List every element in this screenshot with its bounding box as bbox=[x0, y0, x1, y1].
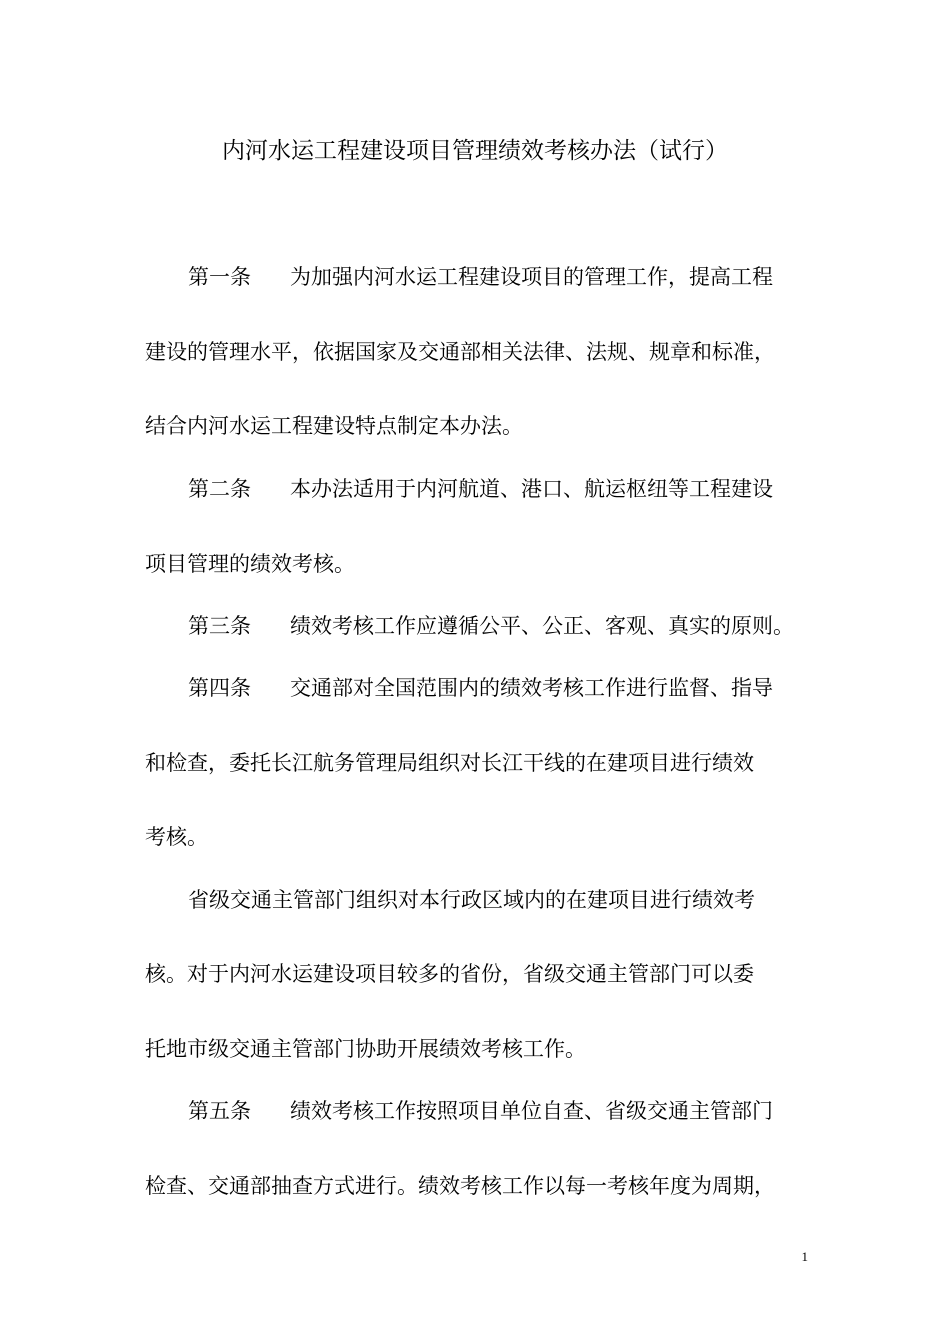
article-1-label: 第一条 bbox=[188, 265, 251, 289]
paragraph-text-line: 核。对于内河水运建设项目较多的省份，省级交通主管部门可以委 bbox=[145, 962, 754, 986]
article-3-text-line: 绩效考核工作应遵循公平、公正、客观、真实的原则。 bbox=[290, 614, 794, 638]
article-1-first-line bbox=[188, 262, 773, 292]
article-4-text-line: 交通部对全国范围内的绩效考核工作进行监督、指导 bbox=[290, 676, 773, 700]
paragraph-text-line: 托地市级交通主管部门协助开展绩效考核工作。 bbox=[145, 1037, 586, 1061]
article-4-text-line: 和检查，委托长江航务管理局组织对长江干线的在建项目进行绩效 bbox=[145, 751, 754, 775]
article-5-label: 第五条 bbox=[188, 1099, 251, 1123]
article-1-text-line: 为加强内河水运工程建设项目的管理工作，提高工程 bbox=[290, 265, 773, 289]
article-5-text-line: 绩效考核工作按照项目单位自查、省级交通主管部门 bbox=[290, 1099, 773, 1123]
article-3-label: 第三条 bbox=[188, 614, 251, 638]
article-4-text-line: 考核。 bbox=[145, 825, 208, 849]
article-3-first-line bbox=[188, 611, 794, 641]
article-2-text-line: 本办法适用于内河航道、港口、航运枢纽等工程建设 bbox=[290, 477, 773, 501]
document-title: 内河水运工程建设项目管理绩效考核办法（试行） bbox=[222, 138, 728, 164]
page-number: 1 bbox=[801, 1249, 808, 1264]
article-4-first-line bbox=[188, 673, 773, 703]
article-4-label: 第四条 bbox=[188, 676, 251, 700]
article-1-text-line: 建设的管理水平，依据国家及交通部相关法律、法规、规章和标准， bbox=[145, 340, 775, 364]
article-2-text-line: 项目管理的绩效考核。 bbox=[145, 552, 355, 576]
article-5-text-line: 检查、交通部抽查方式进行。绩效考核工作以每一考核年度为周期， bbox=[145, 1174, 775, 1198]
article-2-label: 第二条 bbox=[188, 477, 251, 501]
article-2-first-line bbox=[188, 474, 773, 504]
article-5-first-line bbox=[188, 1096, 773, 1126]
paragraph-text-line: 省级交通主管部门组织对本行政区域内的在建项目进行绩效考 bbox=[188, 888, 755, 912]
article-1-text-line: 结合内河水运工程建设特点制定本办法。 bbox=[145, 414, 523, 438]
